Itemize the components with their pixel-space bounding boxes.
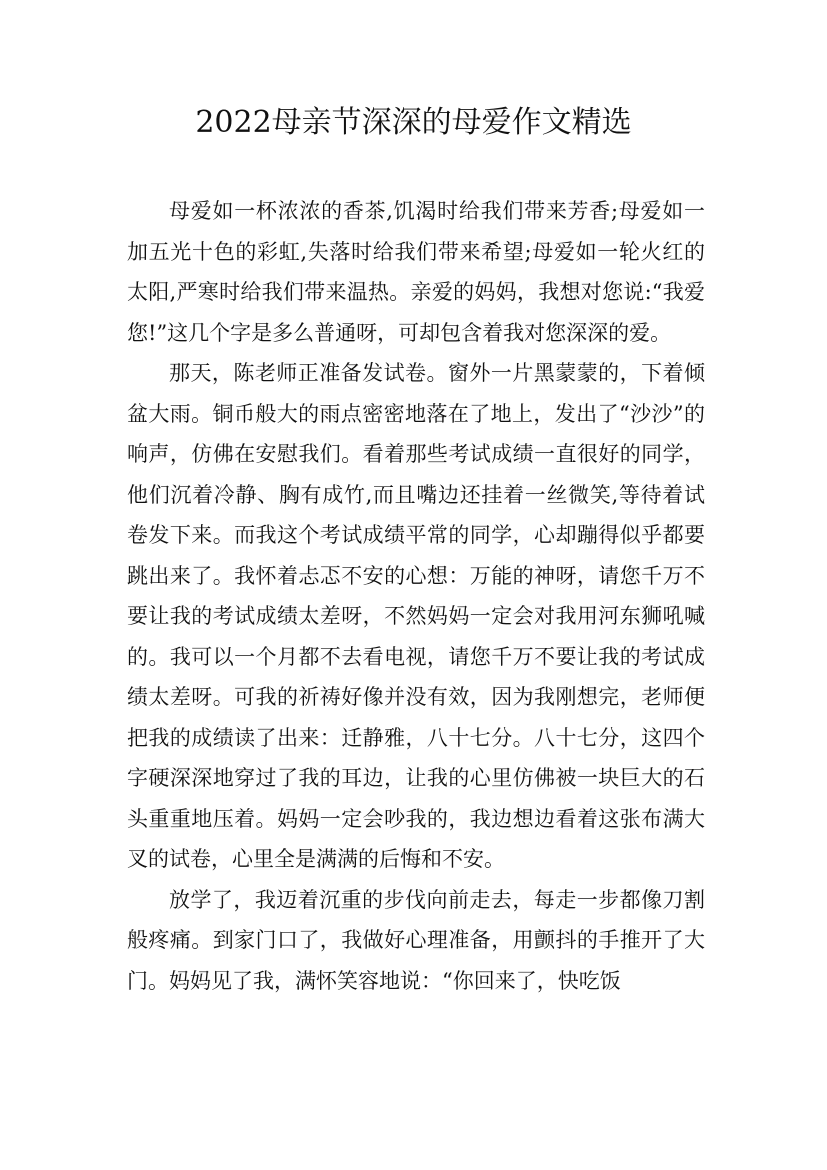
- paragraph-3: 放学了，我迈着沉重的步伐向前走去，每走一步都像刀割般疼痛。到家门口了，我做好心理准备，用颤抖的手推开了大门。妈妈见了我，满怀笑容地说：“你回来了，快吃饭: [127, 887, 705, 993]
- document-body: [127, 191, 705, 1001]
- document-title: 2022母亲节深深的母爱作文精选: [195, 105, 632, 140]
- paragraph-2: 那天，陈老师正准备发试卷。窗外一片黑蒙蒙的，下着倾盆大雨。铜币般大的雨点密密地落在了地上，发出了“沙沙”的响声，仿佛在安慰我们。看着那些考试成绩一直很好的同学，他们沉着冷静、胸有成竹,而且嘴边还挂着一丝微笑,等待着试卷发下来。而我这个考试成绩平常的同学，心却蹦得似乎都要跳出来了。我怀着忐忑不安的心想：万能的神呀，请您千万不要让我的考试成绩太差呀，不然妈妈一定会对我用河东狮吼喊的。我可以一个月都不去看电视，请您千万不要让我的考试成绩太差呀。可我的祈祷好像并没有效，因为我刚想完，老师便把我的成绩读了出来：迁静雅，八十七分。八十七分，这四个字硬深深地穿过了我的耳边，让我的心里仿佛被一块巨大的石头重重地压着。妈妈一定会吵我的，我边想边看着这张布满大叉的试卷，心里全是满满的后悔和不安。: [127, 361, 705, 871]
- paragraph-1: 母爱如一杯浓浓的香茶,饥渴时给我们带来芳香;母爱如一加五光十色的彩虹,失落时给我们带来希望;母爱如一轮火红的太阳,严寒时给我们带来温热。亲爱的妈妈，我想对您说:“我爱您!”这几个字是多么普通呀，可却包含着我对您深深的爱。: [127, 199, 705, 345]
